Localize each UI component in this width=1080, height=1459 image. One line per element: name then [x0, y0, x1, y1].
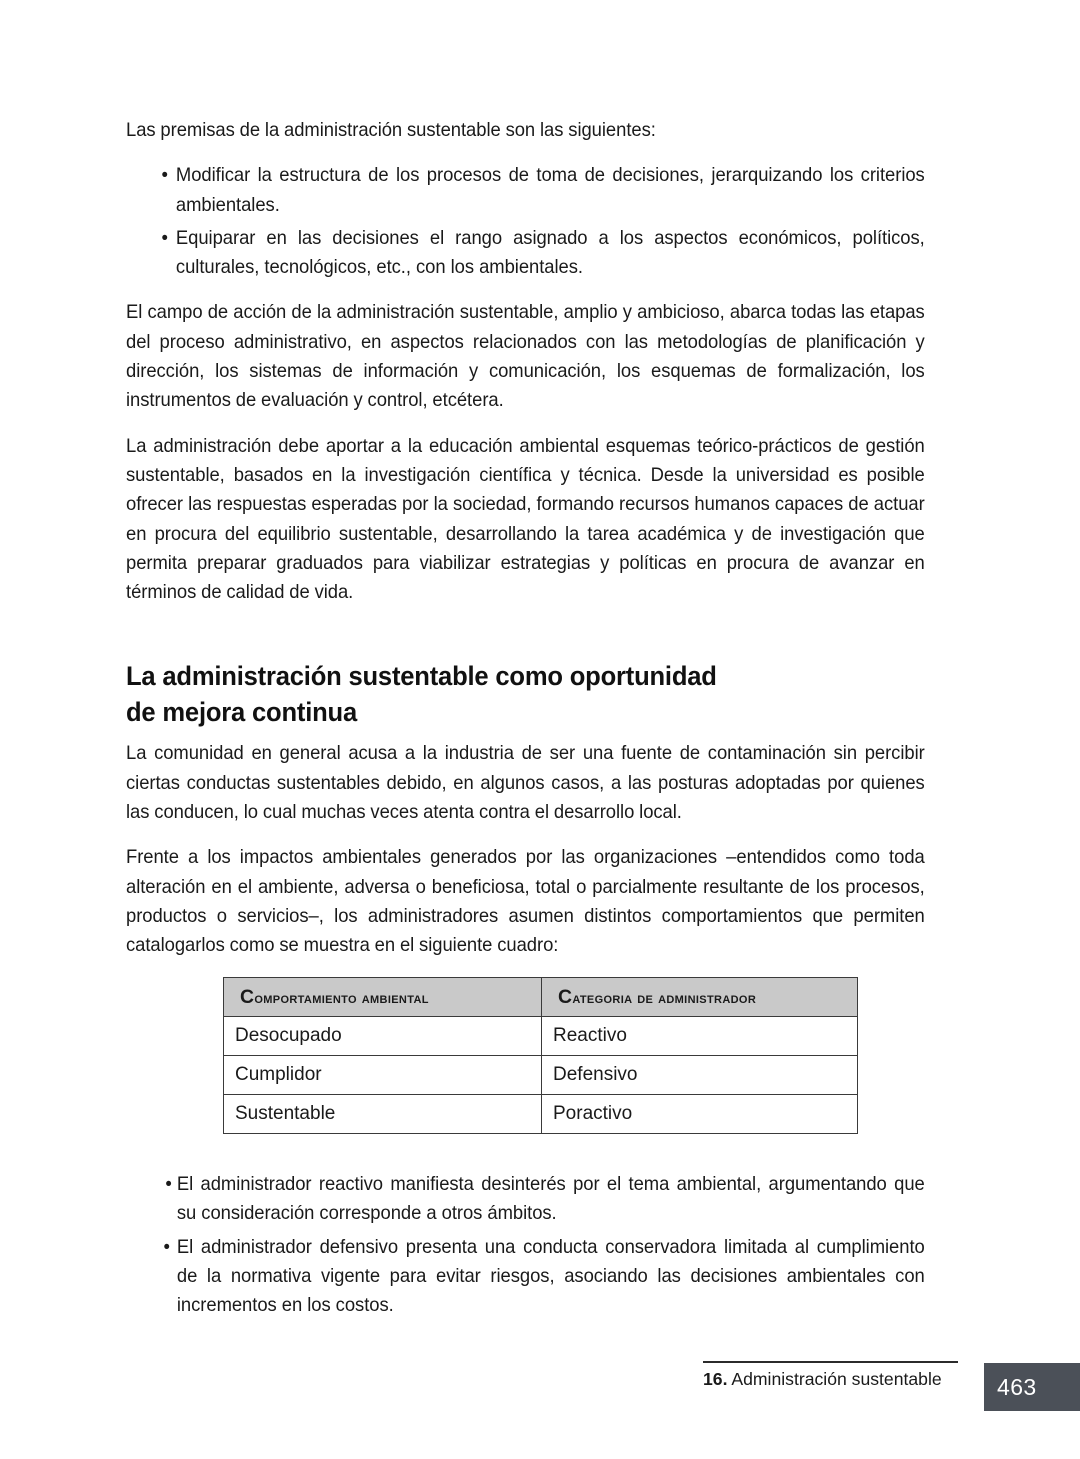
header-rest: omportamiento ambiental: [254, 988, 429, 1007]
list-item: [126, 224, 925, 283]
list-item: [126, 1233, 925, 1321]
column-header-comportamiento: [224, 978, 542, 1017]
cell-categoria: Defensivo: [542, 1056, 858, 1095]
paragraph-comunidad: La comunidad en general acusa a la industria de ser una fuente de contaminación sin percibir ciertas conductas sustentables debido, en algunos casos, a las posturas adoptadas por quienes las conducen, lo cual muchas veces atenta contra el desarrollo local.: [126, 743, 925, 824]
paragraph-educacion-ambiental: La administración debe aportar a la educación ambiental esquemas teórico-prácticos de gestión sustentable, basados en la investigación científica y técnica. Desde la universidad es posible ofrecer las respuestas esperadas por la sociedad, formando recursos humanos capaces de actuar en procura del equilibrio sustentable, desarrollando la tarea académica y de investigación que permita preparar graduados para viabilizar estrategias y políticas en procura de avanzar en términos de calidad de vida.: [126, 435, 925, 604]
spacer: [126, 730, 958, 739]
bullet-icon: •: [165, 1174, 172, 1195]
spacer: [126, 614, 958, 658]
list-item: [126, 161, 925, 220]
bullet-icon: •: [161, 227, 168, 249]
footer-chapter-title: Administración sustentable: [727, 1369, 942, 1389]
spacer: [126, 152, 958, 161]
cell-comportamiento: Cumplidor: [224, 1056, 542, 1095]
behavior-category-table-wrapper: [223, 977, 857, 1134]
header-rest: ategoria de administrador: [572, 988, 757, 1007]
list-item-text: Equiparar en las decisiones el rango asignado a los aspectos económicos, políticos, culturales, tecnológicos, etc., con los ambientales.: [175, 227, 925, 279]
bullet-icon: •: [161, 165, 168, 187]
text-column-lower: [126, 1170, 958, 1320]
table-header-row: [224, 978, 858, 1017]
page-number-box: [984, 1363, 1080, 1411]
bullet-icon: •: [163, 1236, 170, 1258]
footer-divider: [703, 1361, 958, 1363]
spacer: [126, 423, 958, 432]
list-item-text: El administrador defensivo presenta una conducta conservadora limitada al cumplimiento de la normativa vigente para evitar riesgos, asociando las decisiones ambientales con incrementos en los costos.: [176, 1236, 925, 1317]
page-number: 463: [997, 1374, 1037, 1400]
administrators-list: [126, 1170, 958, 1320]
behavior-category-table: [223, 977, 858, 1134]
table-row: [224, 1056, 858, 1095]
cell-comportamiento: Sustentable: [224, 1095, 542, 1134]
cell-comportamiento: Desocupado: [224, 1017, 542, 1056]
paragraph-campo-de-accion: El campo de acción de la administración sustentable, amplio y ambicioso, abarca todas las etapas del proceso administrativo, en aspectos relacionados con las metodologías de planificación y dirección, los sistemas de información y comunicación, los esquemas de formalización, los instrumentos de evaluación y control, etcétera.: [126, 302, 925, 412]
footer-chapter-number: 16.: [703, 1369, 728, 1389]
list-item-text: Modificar la estructura de los procesos de toma de decisiones, jerarquizando los criterios ambientales.: [175, 165, 925, 216]
cell-categoria: Reactivo: [542, 1017, 858, 1056]
list-item-text: El administrador reactivo manifiesta desinterés por el tema ambiental, argumentando que su consideración corresponde a otros ámbitos.: [176, 1174, 925, 1225]
table-row: [224, 1095, 858, 1134]
intro-paragraph: Las premisas de la administración sustentable son las siguientes:: [126, 120, 656, 141]
text-column: [126, 116, 958, 961]
spacer: [126, 834, 958, 843]
column-header-categoria: [542, 978, 858, 1017]
table-row: [224, 1017, 858, 1056]
heading-line-1: La administración sustentable como oportunidad: [126, 661, 717, 692]
footer-chapter-label: [703, 1366, 963, 1392]
header-initial: C: [558, 985, 573, 1008]
header-initial: C: [240, 985, 255, 1008]
page-title: [126, 658, 929, 730]
list-item: [126, 1170, 925, 1229]
premises-list: [126, 161, 958, 282]
cell-categoria: Poractivo: [542, 1095, 858, 1134]
spacer: [126, 282, 958, 298]
paragraph-frente-impactos: Frente a los impactos ambientales generados por las organizaciones –entendidos como toda alteración en el ambiente, adversa o beneficiosa, total o parcialmente resultante de los procesos, productos o servicios–, los administradores asumen distintos comportamientos que permiten catalogarlos como se muestra en el siguiente cuadro:: [126, 847, 925, 957]
heading-line-2: de mejora continua: [126, 697, 357, 728]
